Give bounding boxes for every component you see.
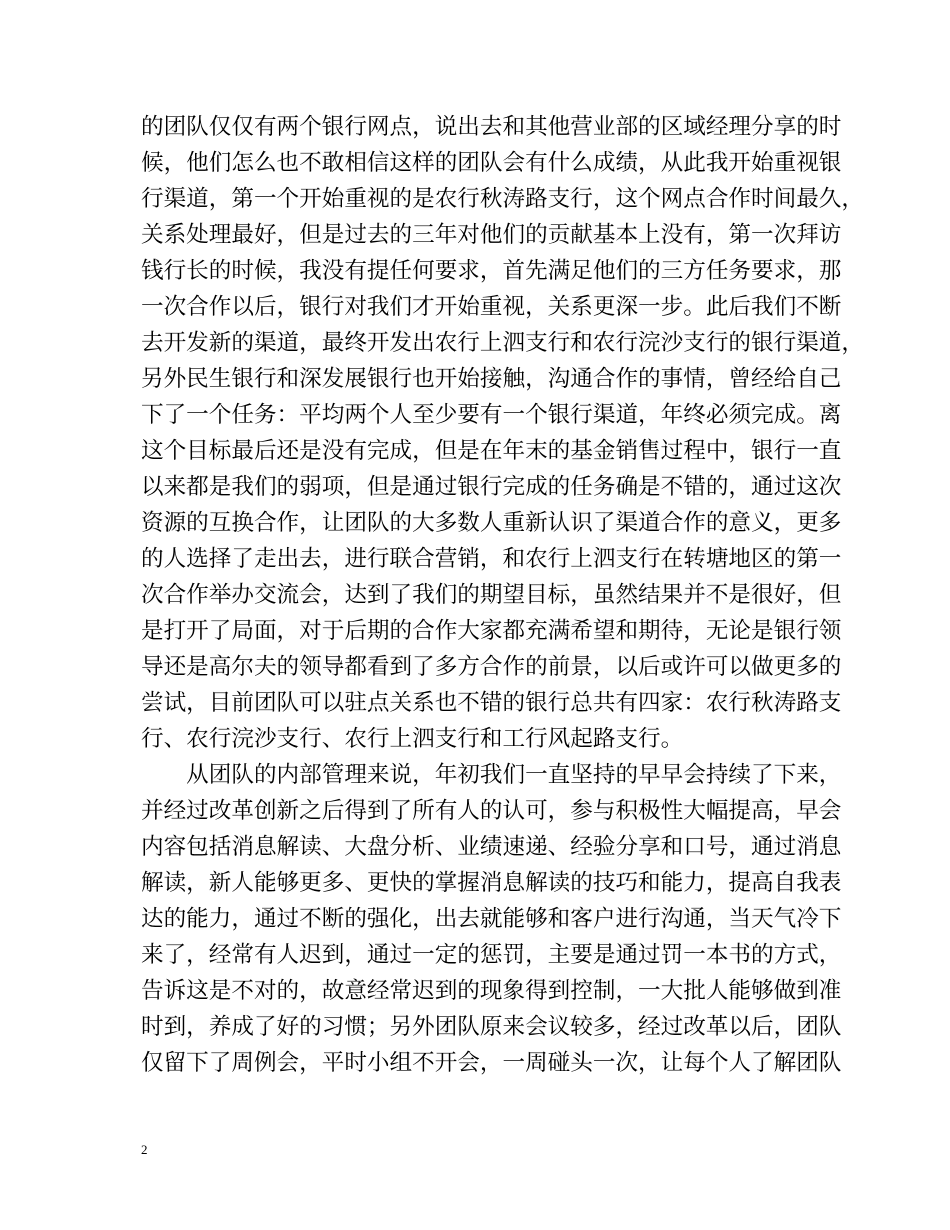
text-line: 时到，养成了好的习惯；另外团队原来会议较多，经过改革以后，团队 [141,1014,842,1040]
text-line: 钱行长的时候，我没有提任何要求，首先满足他们的三方任务要求，那 [141,258,842,284]
body-text [141,109,864,1081]
text-line: 导还是高尔夫的领导都看到了多方合作的前景，以后或许可以做更多的 [141,654,842,680]
text-line: 是打开了局面，对于后期的合作大家都充满希望和期待，无论是银行领 [141,618,842,644]
paragraph-start-line: 从团队的内部管理来说，年初我们一直坚持的早早会持续了下来， [141,762,842,788]
text-line: 这个目标最后还是没有完成，但是在年末的基金销售过程中，银行一直 [141,438,842,464]
text-line: 一次合作以后，银行对我们才开始重视，关系更深一步。此后我们不断 [141,294,842,320]
text-line: 解读，新人能够更多、更快的掌握消息解读的技巧和能力，提高自我表 [141,870,842,896]
text-line: 关系处理最好，但是过去的三年对他们的贡献基本上没有，第一次拜访 [141,222,842,248]
text-line: 的团队仅仅有两个银行网点，说出去和其他营业部的区域经理分享的时 [141,114,842,140]
text-line: 内容包括消息解读、大盘分析、业绩速递、经验分享和口号，通过消息 [141,834,842,860]
text-line: 并经过改革创新之后得到了所有人的认可，参与积极性大幅提高，早会 [141,798,842,824]
text-line: 以来都是我们的弱项，但是通过银行完成的任务确是不错的，通过这次 [141,474,842,500]
page-number: 2 [141,1142,148,1157]
text-line: 告诉这是不对的，故意经常迟到的现象得到控制，一大批人能够做到准 [141,978,842,1004]
text-line: 行渠道，第一个开始重视的是农行秋涛路支行，这个网点合作时间最久， [141,186,864,212]
text-line: 去开发新的渠道，最终开发出农行上泗支行和农行浣沙支行的银行渠道， [141,330,864,356]
text-line: 仅留下了周例会，平时小组不开会，一周碰头一次，让每个人了解团队 [141,1050,842,1076]
text-line: 资源的互换合作，让团队的大多数人重新认识了渠道合作的意义，更多 [141,510,842,536]
text-line: 另外民生银行和深发展银行也开始接触，沟通合作的事情，曾经给自己 [141,366,842,392]
text-line: 次合作举办交流会，达到了我们的期望目标，虽然结果并不是很好，但 [141,582,842,608]
text-line: 达的能力，通过不断的强化，出去就能够和客户进行沟通，当天气冷下 [141,906,842,932]
text-line: 下了一个任务：平均两个人至少要有一个银行渠道，年终必须完成。离 [141,402,842,428]
paragraph-end-line: 行、农行浣沙支行、农行上泗支行和工行风起路支行。 [141,726,684,752]
text-line: 的人选择了走出去，进行联合营销，和农行上泗支行在转塘地区的第一 [141,546,842,572]
text-line: 候，他们怎么也不敢相信这样的团队会有什么成绩，从此我开始重视银 [141,150,842,176]
text-line: 尝试，目前团队可以驻点关系也不错的银行总共有四家：农行秋涛路支 [141,690,842,716]
text-line: 来了，经常有人迟到，通过一定的惩罚，主要是通过罚一本书的方式， [141,942,842,968]
